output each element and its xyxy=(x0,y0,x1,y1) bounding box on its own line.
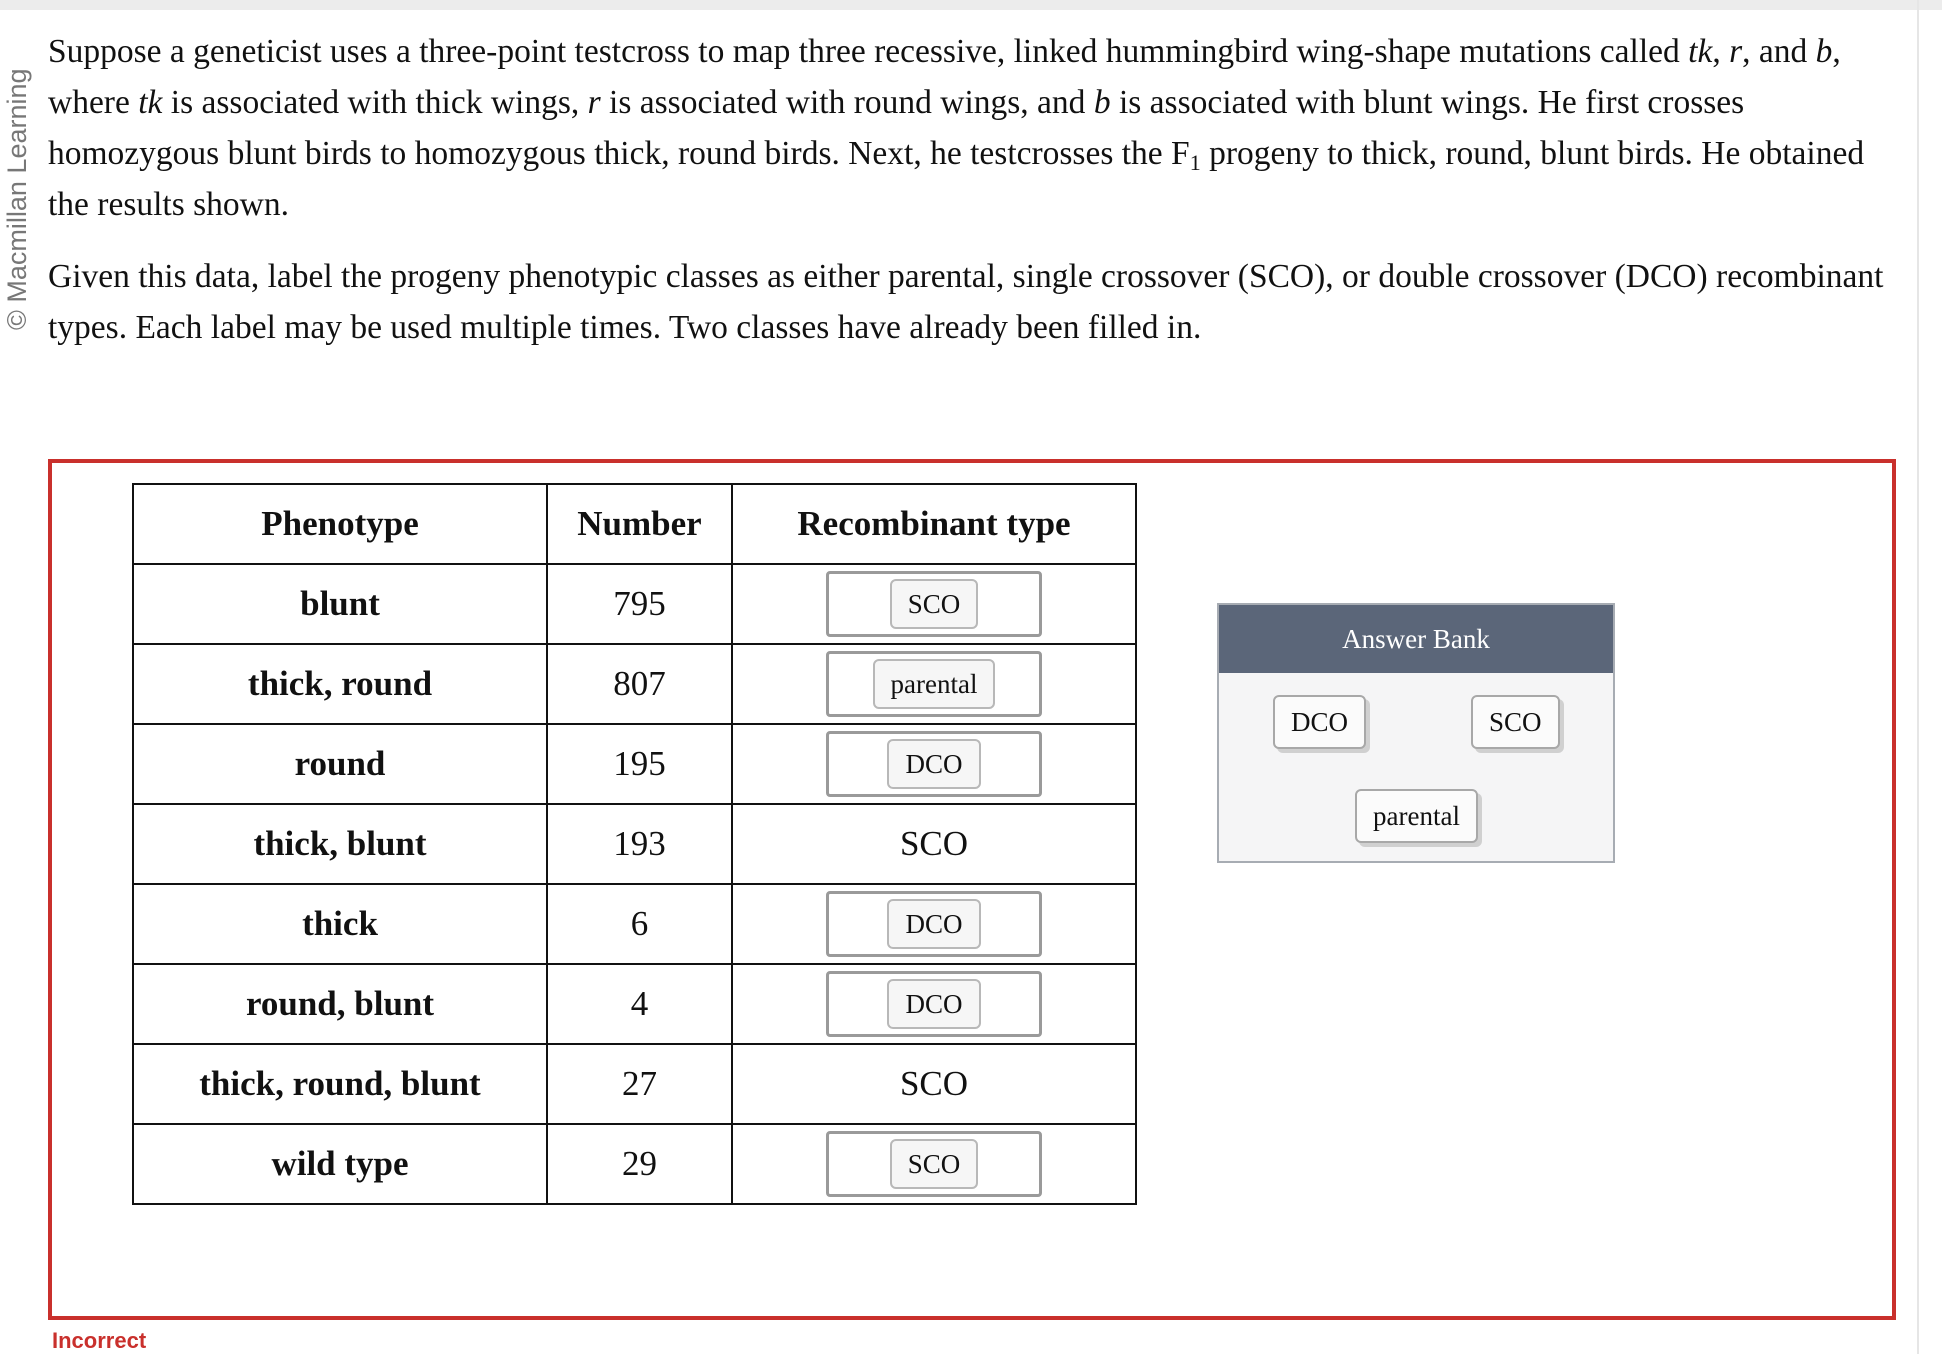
recombinant-type-cell xyxy=(732,884,1136,964)
table-row xyxy=(133,1044,1136,1124)
table-row xyxy=(133,564,1136,644)
drop-target[interactable] xyxy=(826,651,1042,717)
table-row xyxy=(133,884,1136,964)
phenotype-cell: thick, blunt xyxy=(133,804,547,884)
table-row xyxy=(133,644,1136,724)
table-row xyxy=(133,964,1136,1044)
recombinant-type-cell xyxy=(732,564,1136,644)
right-divider xyxy=(1917,0,1919,1354)
placed-label-chip[interactable]: parental xyxy=(873,659,996,709)
bank-chip-parental[interactable]: parental xyxy=(1355,789,1478,843)
recombinant-type-cell xyxy=(732,1044,1136,1124)
number-cell: 4 xyxy=(547,964,732,1044)
phenotype-cell: thick, round, blunt xyxy=(133,1044,547,1124)
table-header-row xyxy=(133,484,1136,564)
recombinant-type-cell xyxy=(732,964,1136,1044)
placed-label-chip[interactable]: SCO xyxy=(890,579,979,629)
number-cell: 795 xyxy=(547,564,732,644)
question-text xyxy=(48,26,1888,353)
recombinant-type-cell xyxy=(732,804,1136,884)
phenotype-cell: round, blunt xyxy=(133,964,547,1044)
header-recombinant-type: Recombinant type xyxy=(732,484,1136,564)
recombinant-type-cell xyxy=(732,644,1136,724)
recombinant-type-cell xyxy=(732,724,1136,804)
table-row xyxy=(133,1124,1136,1204)
prefilled-label: SCO xyxy=(899,1064,969,1103)
phenotype-cell: blunt xyxy=(133,564,547,644)
question-paragraph-1: Suppose a geneticist uses a three-point testcross to map three recessive, linked hummingbird wing-shape mutations called tk, r, and b, where tk is associated with thick wings, r is associated with round wings, and b is associated with blunt wings. He first crosses homozygous blunt birds to homozygous thick, round birds. Next, he testcrosses the $F_1$ progeny to thick, round, blunt birds. He obtained the results shown. xyxy=(48,33,1865,223)
placed-label-chip[interactable]: DCO xyxy=(887,979,980,1029)
number-cell: 807 xyxy=(547,644,732,724)
phenotype-cell: round xyxy=(133,724,547,804)
placed-label-chip[interactable]: SCO xyxy=(890,1139,979,1189)
bank-chip-dco[interactable]: DCO xyxy=(1273,695,1366,749)
table-row xyxy=(133,804,1136,884)
drop-target[interactable] xyxy=(826,571,1042,637)
number-cell: 6 xyxy=(547,884,732,964)
number-cell: 193 xyxy=(547,804,732,884)
top-divider xyxy=(0,0,1942,10)
number-cell: 195 xyxy=(547,724,732,804)
placed-label-chip[interactable]: DCO xyxy=(887,739,980,789)
question-paragraph-2: Given this data, label the progeny phenotypic classes as either parental, single crossover (SCO), or double crossover (DCO) recombinant types. Each label may be used multiple times. Two classes have already been filled in. xyxy=(48,258,1884,346)
phenotype-cell: thick xyxy=(133,884,547,964)
prefilled-label: SCO xyxy=(899,824,969,863)
drop-target[interactable] xyxy=(826,1131,1042,1197)
answer-bank-title: Answer Bank xyxy=(1219,605,1613,673)
answer-bank xyxy=(1217,603,1615,863)
table-row xyxy=(133,724,1136,804)
drop-target[interactable] xyxy=(826,971,1042,1037)
progeny-table xyxy=(132,483,1137,1205)
bank-chip-sco[interactable]: SCO xyxy=(1471,695,1560,749)
header-phenotype: Phenotype xyxy=(133,484,547,564)
phenotype-cell: thick, round xyxy=(133,644,547,724)
number-cell: 29 xyxy=(547,1124,732,1204)
header-number: Number xyxy=(547,484,732,564)
placed-label-chip[interactable]: DCO xyxy=(887,899,980,949)
drop-target[interactable] xyxy=(826,891,1042,957)
feedback-status: Incorrect xyxy=(52,1328,147,1353)
drop-target[interactable] xyxy=(826,731,1042,797)
phenotype-cell: wild type xyxy=(133,1124,547,1204)
recombinant-type-cell xyxy=(732,1124,1136,1204)
number-cell: 27 xyxy=(547,1044,732,1124)
